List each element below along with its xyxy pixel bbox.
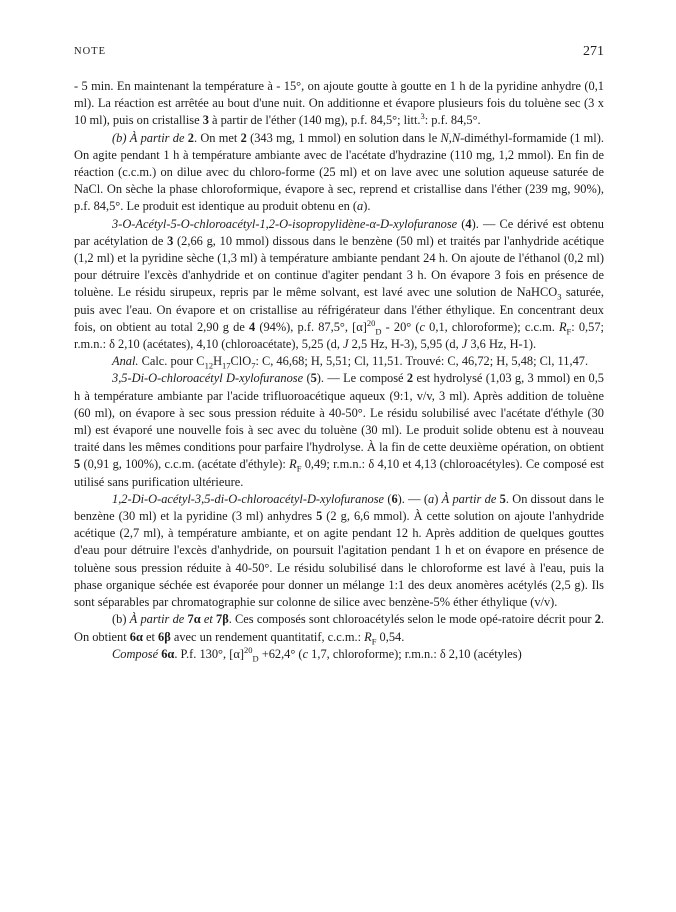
text-run: ClO [230, 354, 252, 369]
text-run: 3 [202, 113, 209, 128]
text-run: R [364, 629, 372, 644]
text-run: (343 mg, 1 mmol) en solution dans le [246, 130, 441, 145]
text-run: (2,66 g, 10 mmol) dissous dans le benzène (50 ml) et traités par l'anhydride acétique (1,2 ml) et la pyridine sèche (1,3 ml) à température ambiante pendant 24 h. On ajoute de l'éthanol (0,2 ml) pour détruire l'excès d'anhydride et on continue d'agiter pendant 3 h. On évapore 3 fois en présence de toluène. Le résidu sirupeux, repris par le même solvant, est lavé avec une solution de NaHCO [74, 233, 604, 300]
text-run: Calc. pour C [138, 354, 205, 369]
text-run: saturée, puis avec l'eau. On évapore et on cristallise au réfrigérateur dans l'éther éthylique. En concentrant deux fois, on obtient au total 2,90 g de [74, 285, 604, 334]
paragraph [74, 491, 604, 611]
text-run: 5 [74, 457, 81, 472]
text-run: 0,54. [376, 629, 405, 644]
text-run: c [302, 646, 309, 661]
text-run: F [296, 463, 302, 474]
paragraph [74, 646, 604, 663]
text-run: est hydrolysé (1,03 g, 3 mmol) en 0,5 h à température ambiante par l'acide trifluoroacétique aqueux (9:1, v/v, 3 ml). Après addition de toluène (60 ml), on évapore à sec sous pression réduite à 40-50°. Le résidu solubilisé avec l'acétate d'éthyle (30 ml) est évaporé une nouvelle fois à sec avec du toluène (30 ml). Le produit solide obtenu est à nouveau traité dans les mêmes conditions pour parfaire l'hydrolyse. À la fin de cette deuxième opération, on obtient [74, 371, 605, 455]
text-run: 5 [316, 509, 323, 524]
text-run: ). — Ce dérivé est obtenu par acétylation de [74, 216, 604, 248]
text-run: 0,1, chloroforme); c.c.m. [425, 319, 559, 334]
text-run: : C, 46,68; H, 5,51; Cl, 11,51. Trouvé: C, 46,72; H, 5,48; Cl, 11,47. [255, 354, 589, 369]
text-run: . On dissout dans le benzène (30 ml) et la pyridine (3 ml) anhydres [74, 491, 605, 524]
text-run: . On obtient [74, 612, 605, 644]
article-body [74, 78, 604, 663]
text-run: 3-O-Acétyl-5-O-chloroacétyl-1,2-O-isopropylidène-α-D-xylofuranose [112, 216, 458, 231]
paragraph [74, 216, 604, 354]
text-run: . P.f. 130°, [α] [174, 646, 244, 661]
text-run: (2 g, 6,6 mmol). À cette solution on ajoute l'anhydride acétique (2,7 ml), à température ambiante, et on agite pendant 12 h. Après addition de quelques gouttes d'eau pour détruire l'excès d'anhydride, on poursuit l'agitation pendant 1 h et on évapore en présence de toluène sous pression réduite à 40-50°. Le résidu solubilisé dans le chloroforme est lavé à l'eau, puis la phase organique séchée est évaporée pour donner un mélange 1:1 des deux anomères acétylés (2,5 g). Ils sont séparables par chromatographie sur colonne de silice avec benzène-5% éther éthylique (v/v). [74, 509, 604, 610]
text-run: 7β [216, 612, 229, 627]
text-run: F [371, 635, 377, 646]
text-run: : 0,57; r.m.n.: δ 2,10 (acétates), 4,10 (chloroacétate), 5,25 (d, [74, 319, 604, 352]
text-run: 6β [158, 629, 171, 644]
text-run: D [252, 653, 259, 664]
text-run: 3 [557, 291, 562, 302]
text-run: J [461, 337, 468, 352]
text-run: 4 [465, 216, 472, 231]
text-run: (b) [112, 612, 130, 627]
text-run: F [566, 326, 572, 337]
text-run: H [213, 354, 223, 369]
text-run: 7α [187, 612, 201, 627]
running-head: NOTE [74, 46, 106, 57]
text-run: : p.f. 84,5°. [424, 113, 481, 128]
text-run: 1,2-Di-O-acétyl-3,5-di-O-chloroacétyl-D-xylofuranose [112, 491, 385, 506]
text-run: 17 [222, 360, 231, 371]
text-run: +62,4° ( [258, 646, 303, 661]
text-run: ). — ( [397, 491, 428, 506]
text-run: a [427, 491, 435, 506]
text-run: Composé [112, 646, 162, 661]
text-run: c [419, 319, 426, 334]
paragraph [74, 78, 604, 130]
text-run: 5 [310, 371, 317, 386]
text-run: À partir de [129, 612, 188, 627]
text-run: 2 [240, 130, 247, 145]
text-run: ). [363, 199, 371, 214]
text-run: 7 [251, 360, 256, 371]
text-run: 5 [499, 491, 506, 506]
text-run: et [200, 612, 216, 627]
page-header [74, 44, 604, 66]
paragraph [74, 370, 604, 490]
text-run: 3,5-Di-O-chloroacétyl D-xylofuranose [112, 371, 304, 386]
text-run: -diméthyl-formamide (1 ml). On agite pendant 1 h à température ambiante avec de l'acétate d'hydrazine (110 mg, 1,2 mmol). En fin de réaction (c.c.m.) on dilue avec du chloro-forme (25 ml) et on lave avec une solution aqueuse saturée de NaCl. On sèche la phase chloroformique, évapore à sec, reprend et cristallise dans l'éther (239 mg, 90%), p.f. 84,5°. Le produit est identique au produit obtenu en ( [74, 130, 604, 214]
text-run: ( [384, 491, 392, 506]
text-run: À partir de [441, 491, 500, 506]
text-run: 12 [204, 360, 214, 371]
text-run: J [343, 337, 349, 352]
text-run: (b) À partir de [112, 130, 188, 145]
text-run: a [357, 199, 364, 214]
paragraph [74, 611, 604, 645]
text-run: 3,6 Hz, H-1). [467, 337, 537, 352]
text-run: 2 [406, 371, 414, 386]
text-run: 4 [248, 319, 256, 334]
text-run: 6α [129, 629, 143, 644]
text-run: 1,7, chloroforme); r.m.n.: δ 2,10 (acétyles) [308, 646, 522, 661]
text-run: 3 [420, 111, 425, 122]
text-run: D [375, 326, 382, 337]
text-run: 0,49; r.m.n.: δ 4,10 et 4,13 (chloroacétyles). Ce composé est utilisé sans purification ultérieure. [74, 457, 604, 489]
text-run: ). — Le composé [316, 371, 407, 386]
text-run: et [142, 629, 159, 644]
text-run: 2 [187, 130, 194, 145]
text-run: (0,91 g, 100%), c.c.m. (acétate d'éthyle): [80, 457, 290, 472]
paragraph [74, 353, 604, 370]
text-run: ( [457, 216, 466, 231]
text-run: avec un rendement quantitatif, c.c.m.: [170, 629, 365, 644]
text-run: R [558, 319, 567, 334]
text-run: ( [303, 371, 311, 386]
text-run: ) [434, 491, 442, 506]
text-run: . Ces composés sont chloroacétylés selon le mode opé-ratoire décrit pour [228, 612, 595, 627]
text-run: N [440, 130, 449, 145]
text-run: à partir de l'éther (140 mg), p.f. 84,5°; litt. [208, 113, 421, 128]
paragraph [74, 130, 604, 216]
text-run: 20 [243, 644, 253, 655]
text-run: 6α [161, 646, 175, 661]
text-run: 6 [391, 491, 398, 506]
text-run: - 5 min. En maintenant la température à - 15°, on ajoute goutte à goutte en 1 h de la pyridine anhydre (0,1 ml). La réaction est arrêtée au bout d'une nuit. On additionne et évapore plusieurs fois du toluène sec (3 x 10 ml), puis on cristallise [74, 79, 604, 128]
text-run: 2 [594, 612, 601, 627]
text-run: N [451, 130, 461, 145]
text-run: R [289, 457, 297, 472]
text-run: 20 [366, 317, 376, 328]
text-run: 2,5 Hz, H-3), 5,95 (d, [348, 337, 462, 352]
text-run: 3 [167, 233, 174, 248]
text-run: , [448, 130, 452, 145]
text-run: Anal. [112, 354, 139, 369]
text-run: . On met [193, 130, 241, 145]
text-run: - 20° ( [381, 319, 420, 334]
page-number: 271 [583, 44, 604, 59]
text-run: (94%), p.f. 87,5°, [α] [255, 319, 367, 334]
